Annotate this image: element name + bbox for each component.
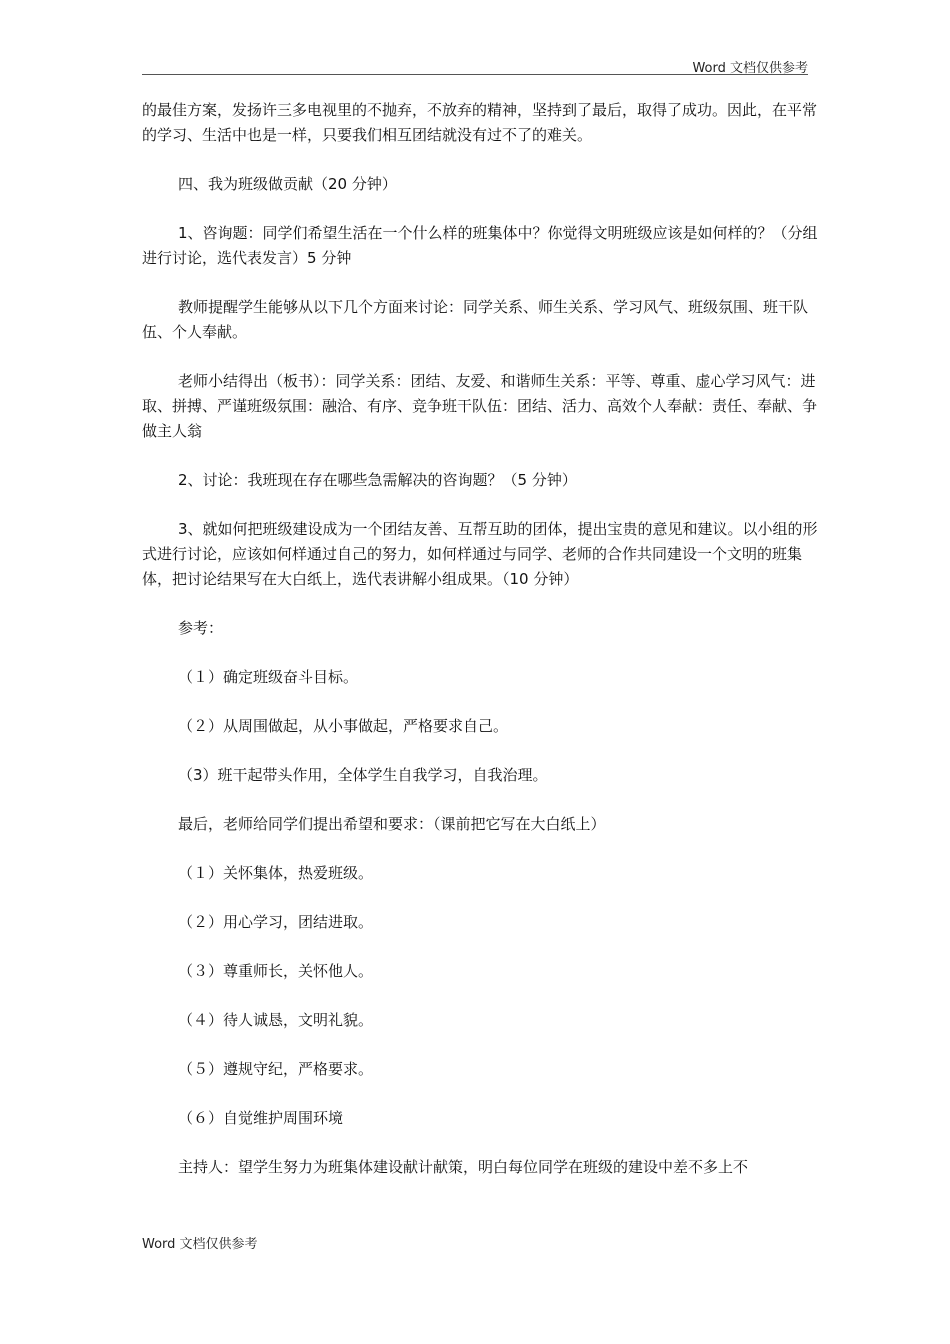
- list-item: （3）班干起带头作用，全体学生自我学习，自我治理。: [178, 766, 548, 784]
- paragraph: 最后，老师给同学们提出希望和要求：（课前把它写在大白纸上）: [178, 815, 606, 833]
- list-item: （２）从周围做起，从小事做起，严格要求自己。: [178, 717, 509, 735]
- section-heading: 四、我为班级做贡献（20 分钟）: [178, 175, 397, 193]
- document-body: [142, 98, 818, 1180]
- paragraph: 1、咨询题：同学们希望生活在一个什么样的班集体中？你觉得文明班级应该是如何样的？（分组进行讨论，选代表发言）5 分钟: [142, 224, 818, 267]
- paragraph: 的最佳方案，发扬许三多电视里的不抛弃，不放弃的精神，坚持到了最后，取得了成功。因此，在平常的学习、生活中也是一样，只要我们相互团结就没有过不了的难关。: [142, 101, 818, 144]
- list-item: （１）关怀集体，热爱班级。: [178, 864, 374, 882]
- paragraph: 参考：: [178, 619, 224, 637]
- header-rule: [142, 74, 808, 75]
- list-item: （１）确定班级奋斗目标。: [178, 668, 359, 686]
- list-item: （４）待人诚恳，文明礼貌。: [178, 1011, 374, 1029]
- paragraph: 老师小结得出（板书）：同学关系：团结、友爱、和谐师生关系：平等、尊重、虚心学习风气：进取、拼搏、严谨班级氛围：融洽、有序、竞争班干队伍：团结、活力、高效个人奉献：责任、奉献、争做主人翁: [142, 372, 818, 440]
- paragraph: 3、就如何把班级建设成为一个团结友善、互帮互助的团体，提出宝贵的意见和建议。以小组的形式进行讨论，应该如何样通过自己的努力，如何样通过与同学、老师的合作共同建设一个文明的班集体，把讨论结果写在大白纸上，选代表讲解小组成果。（10 分钟）: [142, 520, 818, 588]
- list-item: （６）自觉维护周围环境: [178, 1109, 344, 1127]
- page-header: Word 文档仅供参考: [692, 61, 808, 76]
- list-item: （５）遵规守纪，严格要求。: [178, 1060, 374, 1078]
- paragraph: 2、讨论：我班现在存在哪些急需解决的咨询题？（5 分钟）: [178, 471, 577, 489]
- list-item: （２）用心学习，团结进取。: [178, 913, 374, 931]
- paragraph: 主持人：望学生努力为班集体建设献计献策，明白每位同学在班级的建设中差不多上不: [178, 1158, 749, 1176]
- page-footer: Word 文档仅供参考: [142, 1237, 258, 1252]
- list-item: （３）尊重师长，关怀他人。: [178, 962, 374, 980]
- paragraph: 教师提醒学生能够从以下几个方面来讨论：同学关系、师生关系、学习风气、班级氛围、班干队伍、个人奉献。: [142, 298, 809, 341]
